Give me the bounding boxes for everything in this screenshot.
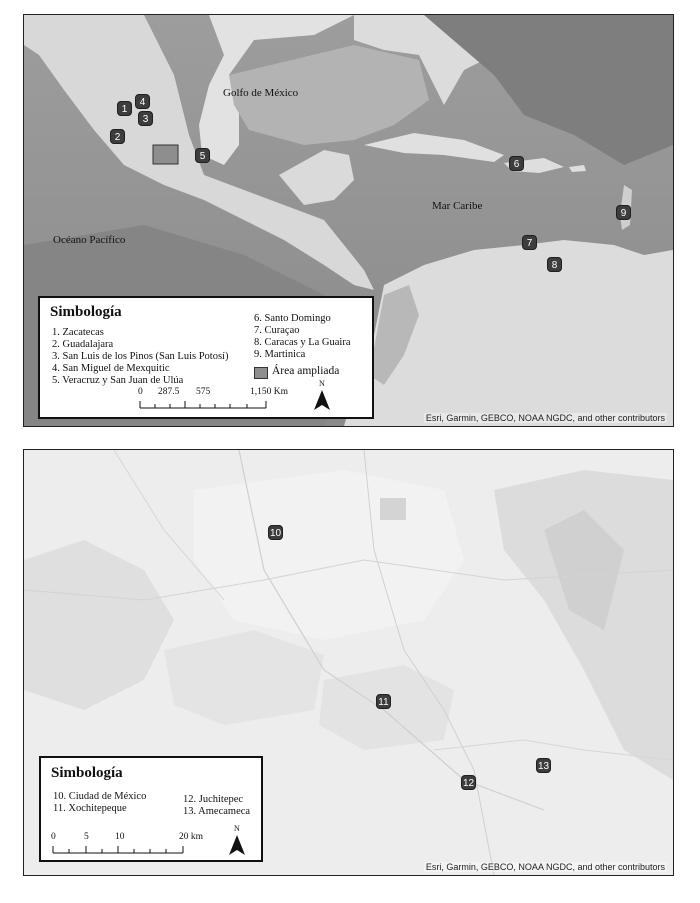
scale-tick-bottom-2: 10 bbox=[115, 832, 125, 842]
lake-texcoco bbox=[380, 498, 406, 520]
legend-item-2: 2. Guadalajara bbox=[52, 339, 114, 350]
marker-12[interactable]: 12 bbox=[461, 775, 476, 790]
regional-map[interactable] bbox=[23, 14, 674, 427]
enlarged-area-box[interactable] bbox=[153, 145, 178, 164]
north-arrow-icon bbox=[229, 835, 245, 857]
pacific-label: Océano Pacífico bbox=[53, 234, 126, 246]
legend-item-11: 11. Xochitepeque bbox=[53, 803, 127, 814]
north-arrow-icon bbox=[314, 390, 330, 412]
scale-tick-bottom-1: 5 bbox=[84, 832, 89, 842]
scale-bar bbox=[136, 399, 286, 411]
enlarged-area-swatch bbox=[254, 367, 268, 379]
caribbean-label: Mar Caribe bbox=[432, 200, 483, 212]
legend-item-5: 5. Veracruz y San Juan de Ulúa bbox=[52, 375, 184, 386]
legend-item-13: 13. Amecameca bbox=[183, 806, 251, 817]
marker-11[interactable]: 11 bbox=[376, 694, 391, 709]
marker-1[interactable]: 1 bbox=[117, 101, 132, 116]
marker-2[interactable]: 2 bbox=[110, 129, 125, 144]
scale-tick-3: 1,150 Km bbox=[250, 387, 288, 397]
legend-title: Simbología bbox=[50, 304, 122, 320]
scale-tick-2: 575 bbox=[196, 387, 211, 397]
scale-tick-1: 287.5 bbox=[158, 387, 180, 397]
scale-tick-bottom-0: 0 bbox=[51, 832, 56, 842]
marker-9[interactable]: 9 bbox=[616, 205, 631, 220]
legend-bottom bbox=[39, 756, 263, 862]
scale-bar-bottom bbox=[50, 844, 190, 856]
legend-item-6: 6. Santo Domingo bbox=[254, 313, 331, 324]
legend-item-4: 4. San Miguel de Mexquitic bbox=[52, 363, 170, 374]
gulf-label: Golfo de México bbox=[223, 87, 299, 99]
legend-item-10: 10. Ciudad de México bbox=[53, 791, 147, 802]
legend-item-12: 12. Juchitepec bbox=[183, 794, 244, 805]
marker-7[interactable]: 7 bbox=[522, 235, 537, 250]
marker-4[interactable]: 4 bbox=[135, 94, 150, 109]
legend-item-9: 9. Martinica bbox=[254, 349, 306, 360]
enlarged-area-label: Área ampliada bbox=[272, 365, 340, 377]
local-map[interactable] bbox=[23, 449, 674, 876]
legend-item-1: 1. Zacatecas bbox=[52, 327, 104, 338]
marker-13[interactable]: 13 bbox=[536, 758, 551, 773]
marker-3[interactable]: 3 bbox=[138, 111, 153, 126]
legend-item-7: 7. Curaçao bbox=[254, 325, 300, 336]
legend-item-3: 3. San Luis de los Pinos (San Luis Potosí) bbox=[52, 351, 229, 362]
attribution-bottom: Esri, Garmin, GEBCO, NOAA NGDC, and other contributors bbox=[425, 862, 665, 872]
urban-area bbox=[194, 470, 464, 640]
scale-tick-0: 0 bbox=[138, 387, 143, 397]
attribution: Esri, Garmin, GEBCO, NOAA NGDC, and other contributors bbox=[425, 413, 665, 423]
legend-top bbox=[38, 296, 374, 419]
north-label: N bbox=[319, 379, 325, 388]
north-label-bottom: N bbox=[234, 824, 240, 833]
marker-6[interactable]: 6 bbox=[509, 156, 524, 171]
scale-tick-bottom-3: 20 km bbox=[179, 832, 204, 842]
marker-10[interactable]: 10 bbox=[268, 525, 283, 540]
marker-8[interactable]: 8 bbox=[547, 257, 562, 272]
legend-title-bottom: Simbología bbox=[51, 765, 123, 781]
marker-5[interactable]: 5 bbox=[195, 148, 210, 163]
legend-item-8: 8. Caracas y La Guaira bbox=[254, 337, 351, 348]
